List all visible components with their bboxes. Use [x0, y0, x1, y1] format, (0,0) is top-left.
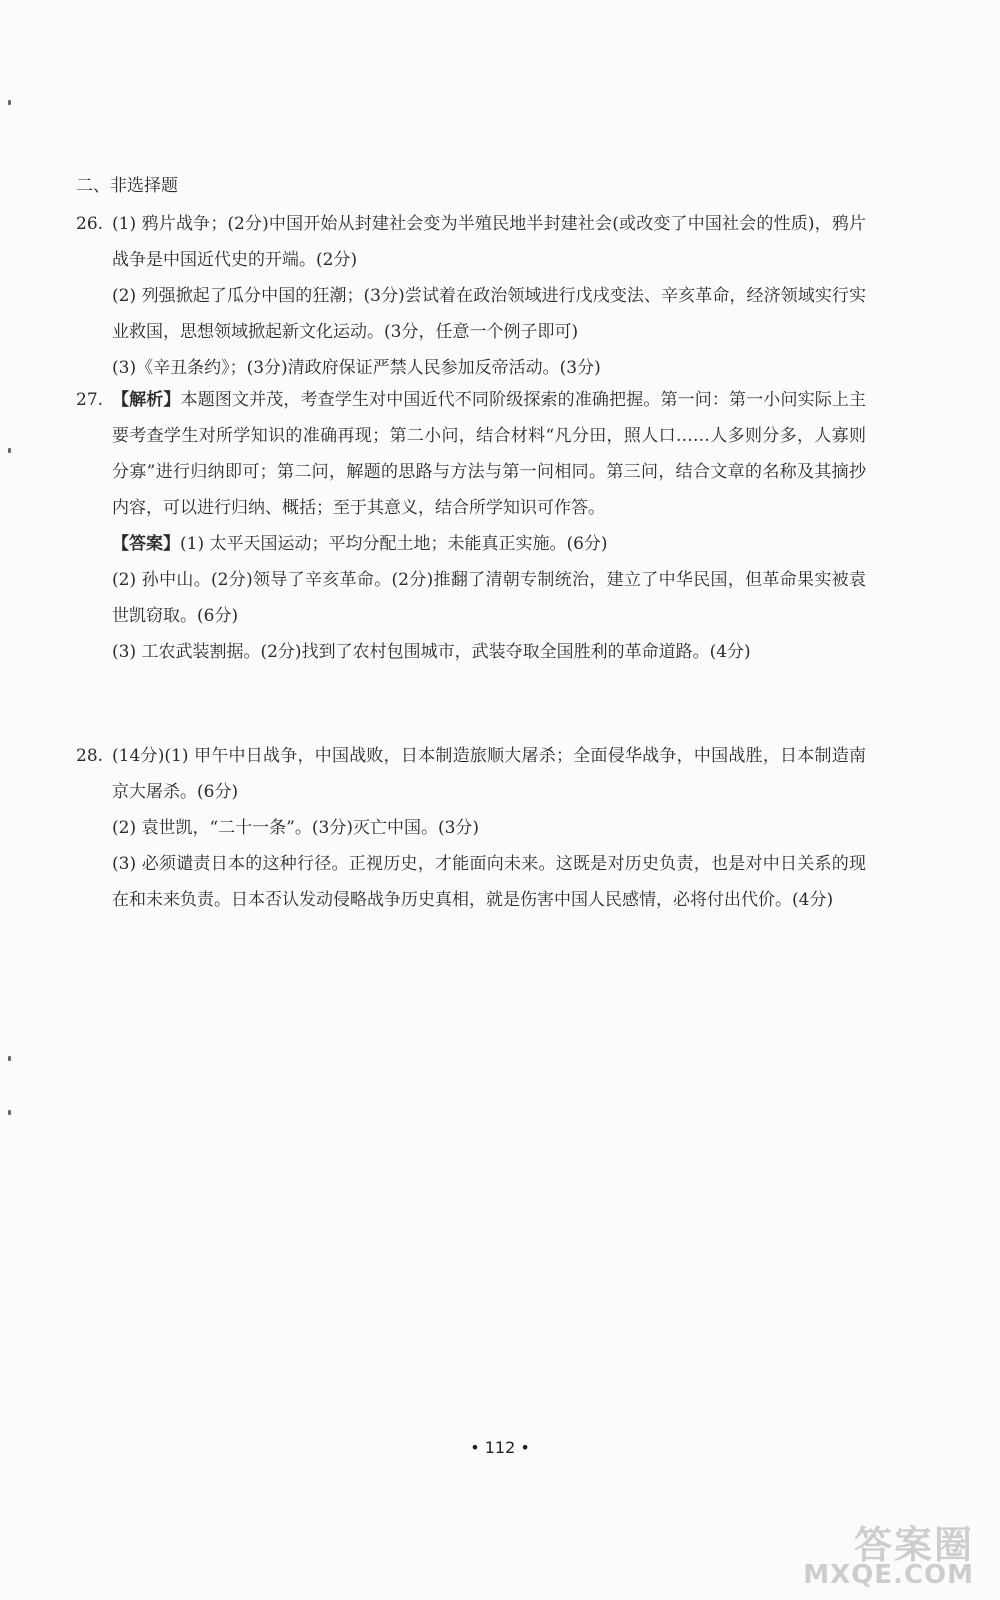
- question-number: 27.: [76, 390, 104, 410]
- scan-speck: [8, 100, 11, 105]
- answer-part-3: (3) 必须谴责日本的这种行径。正视历史，才能面向未来。这既是对历史负责，也是对中日关系的现在和未来负责。日本否认发动侵略战争历史真相，就是伤害中国人民感情，必将付出代价。(4分): [112, 854, 866, 910]
- watermark-logo: [804, 1514, 974, 1594]
- answer-part-1: [112, 526, 866, 562]
- answer-part-2: (2) 孙中山。(2分)领导了辛亥革命。(2分)推翻了清朝专制统治，建立了中华民国，但革命果实被袁世凯窃取。(6分): [112, 570, 866, 626]
- scan-speck: [8, 448, 11, 453]
- answer-part-3: (3) 工农武装割据。(2分)找到了农村包围城市，武装夺取全国胜利的革命道路。(4分): [112, 642, 751, 662]
- analysis-tag: 【解析】: [112, 390, 181, 410]
- scan-speck: [8, 1110, 11, 1115]
- analysis-paragraph: [112, 382, 866, 526]
- answer-part-1: (14分)(1) 甲午中日战争，中国战败，日本制造旅顺大屠杀；全面侵华战争，中国战胜，日本制造南京大屠杀。(6分): [112, 746, 866, 802]
- question-number: 26.: [76, 214, 104, 234]
- answer-part-2: (2) 袁世凯，“二十一条”。(3分)灭亡中国。(3分): [112, 818, 480, 838]
- answer-part-1-text: (1) 太平天国运动；平均分配土地；未能真正实施。(6分): [180, 534, 608, 554]
- scan-speck: [8, 1056, 11, 1061]
- answer-part-3: (3)《辛丑条约》；(3分)清政府保证严禁人民参加反帝活动。(3分): [112, 358, 601, 378]
- answer-tag: 【答案】: [112, 534, 180, 554]
- analysis-text: 本题图文并茂，考查学生对中国近代不同阶级探索的准确把握。第一问：第一小问实际上主要考查学生对所学知识的准确再现；第二小问，结合材料“凡分田，照人口……人多则分多，人寡则分寡”进行归纳即可；第二问，解题的思路与方法与第一问相同。第三问，结合文章的名称及其摘抄内容，可以进行归纳、概括；至于其意义，结合所学知识可作答。: [112, 390, 867, 518]
- watermark-en: MXQE.COM: [803, 1560, 974, 1590]
- question-28: [76, 738, 866, 918]
- answer-part-2: (2) 列强掀起了瓜分中国的狂潮；(3分)尝试着在政治领域进行戊戌变法、辛亥革命，经济领域实行实业救国，思想领域掀起新文化运动。(3分，任意一个例子即可): [112, 286, 866, 342]
- question-27: [76, 382, 866, 670]
- watermark-cn: 答案圈: [853, 1523, 974, 1567]
- page-number: • 112 •: [470, 1438, 530, 1457]
- section-heading: 二、非选择题: [76, 176, 178, 196]
- answer-part-1: (1) 鸦片战争；(2分)中国开始从封建社会变为半殖民地半封建社会(或改变了中国社会的性质)，鸦片战争是中国近代史的开端。(2分): [112, 214, 866, 270]
- question-26: [76, 206, 866, 386]
- question-number: 28.: [76, 746, 104, 766]
